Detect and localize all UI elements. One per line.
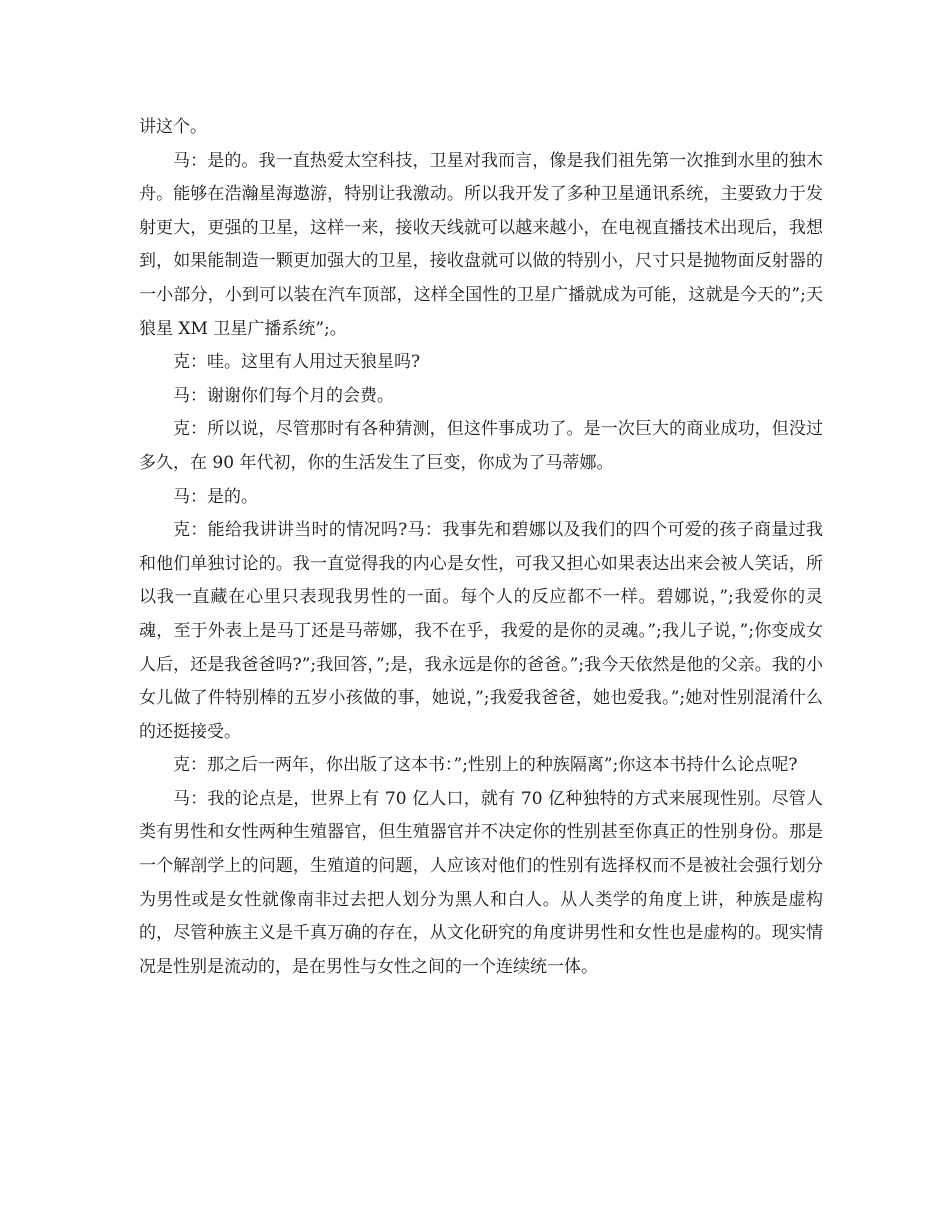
- paragraph-yes: 马：是的。: [173, 486, 258, 507]
- paragraph-family-reaction: 克：能给我讲讲当时的情况吗?马：我事先和碧娜以及我们的四个可爱的孩子商量过我和他们单独讨论的。我一直觉得我的内心是女性，可我又担心如果表达出来会被人笑话，所以我一直藏在心里只表现我男性的一面。每个人的反应都不一样。碧娜说，”;我爱你的灵魂，至于外表上是马丁还是马蒂娜，我不在乎，我爱的是你的灵魂。”;我儿子说，”;你变成女人后，还是我爸爸吗?”;我回答，”;是，我永远是你的爸爸。”;我今天依然是他的父亲。我的小女儿做了件特别棒的五岁小孩做的事，她说，”;我爱我爸爸，她也爱我。”;她对性别混淆什么的还挺接受。: [139, 520, 823, 742]
- document-body: [139, 111, 823, 984]
- paragraph-commercial-success: 克：所以说，尽管那时有各种猜测，但这件事成功了。是一次巨大的商业成功，但没过多久，在 90 年代初，你的生活发生了巨变，你成为了马蒂娜。: [139, 419, 823, 473]
- paragraph-gender-argument: 马：我的论点是，世界上有 70 亿人口，就有 70 亿种独特的方式来展现性别。尽管人类有男性和女性两种生殖器官，但生殖器官并不决定你的性别甚至你真正的性别身份。那是一个解剖学上的问题，生殖道的问题，人应该对他们的性别有选择权而不是被社会强行划分为男性或是女性就像南非过去把人划分为黑人和白人。从人类学的角度上讲，种族是虚构的，尽管种族主义是千真万确的存在，从文化研究的角度讲男性和女性也是虚构的。现实情况是性别是流动的，是在男性与女性之间的一个连续统一体。: [139, 788, 823, 977]
- paragraph-continuation: 讲这个。: [139, 117, 207, 137]
- paragraph-membership-fee: 马：谢谢你们每个月的会费。: [173, 385, 394, 406]
- paragraph-book-question: 克：那之后一两年，你出版了这本书：”;性别上的种族隔离”;你这本书持什么论点呢?: [173, 755, 798, 776]
- paragraph-sirius-question: 克：哇。这里有人用过天狼星吗?: [173, 352, 421, 373]
- paragraph-satellite-history: 马：是的。我一直热爱太空科技，卫星对我而言，像是我们祖先第一次推到水里的独木舟。能够在浩瀚星海遨游，特别让我激动。所以我开发了多种卫星通讯系统，主要致力于发射更大，更强的卫星，这样一来，接收天线就可以越来越小，在电视直播技术出现后，我想到，如果能制造一颗更加强大的卫星，接收盘就可以做的特别小，尺寸只是抛物面反射器的一小部分，小到可以装在汽车顶部，这样全国性的卫星广播就成为可能，这就是今天的”;天狼星 XM 卫星广播系统”;。: [139, 150, 823, 339]
